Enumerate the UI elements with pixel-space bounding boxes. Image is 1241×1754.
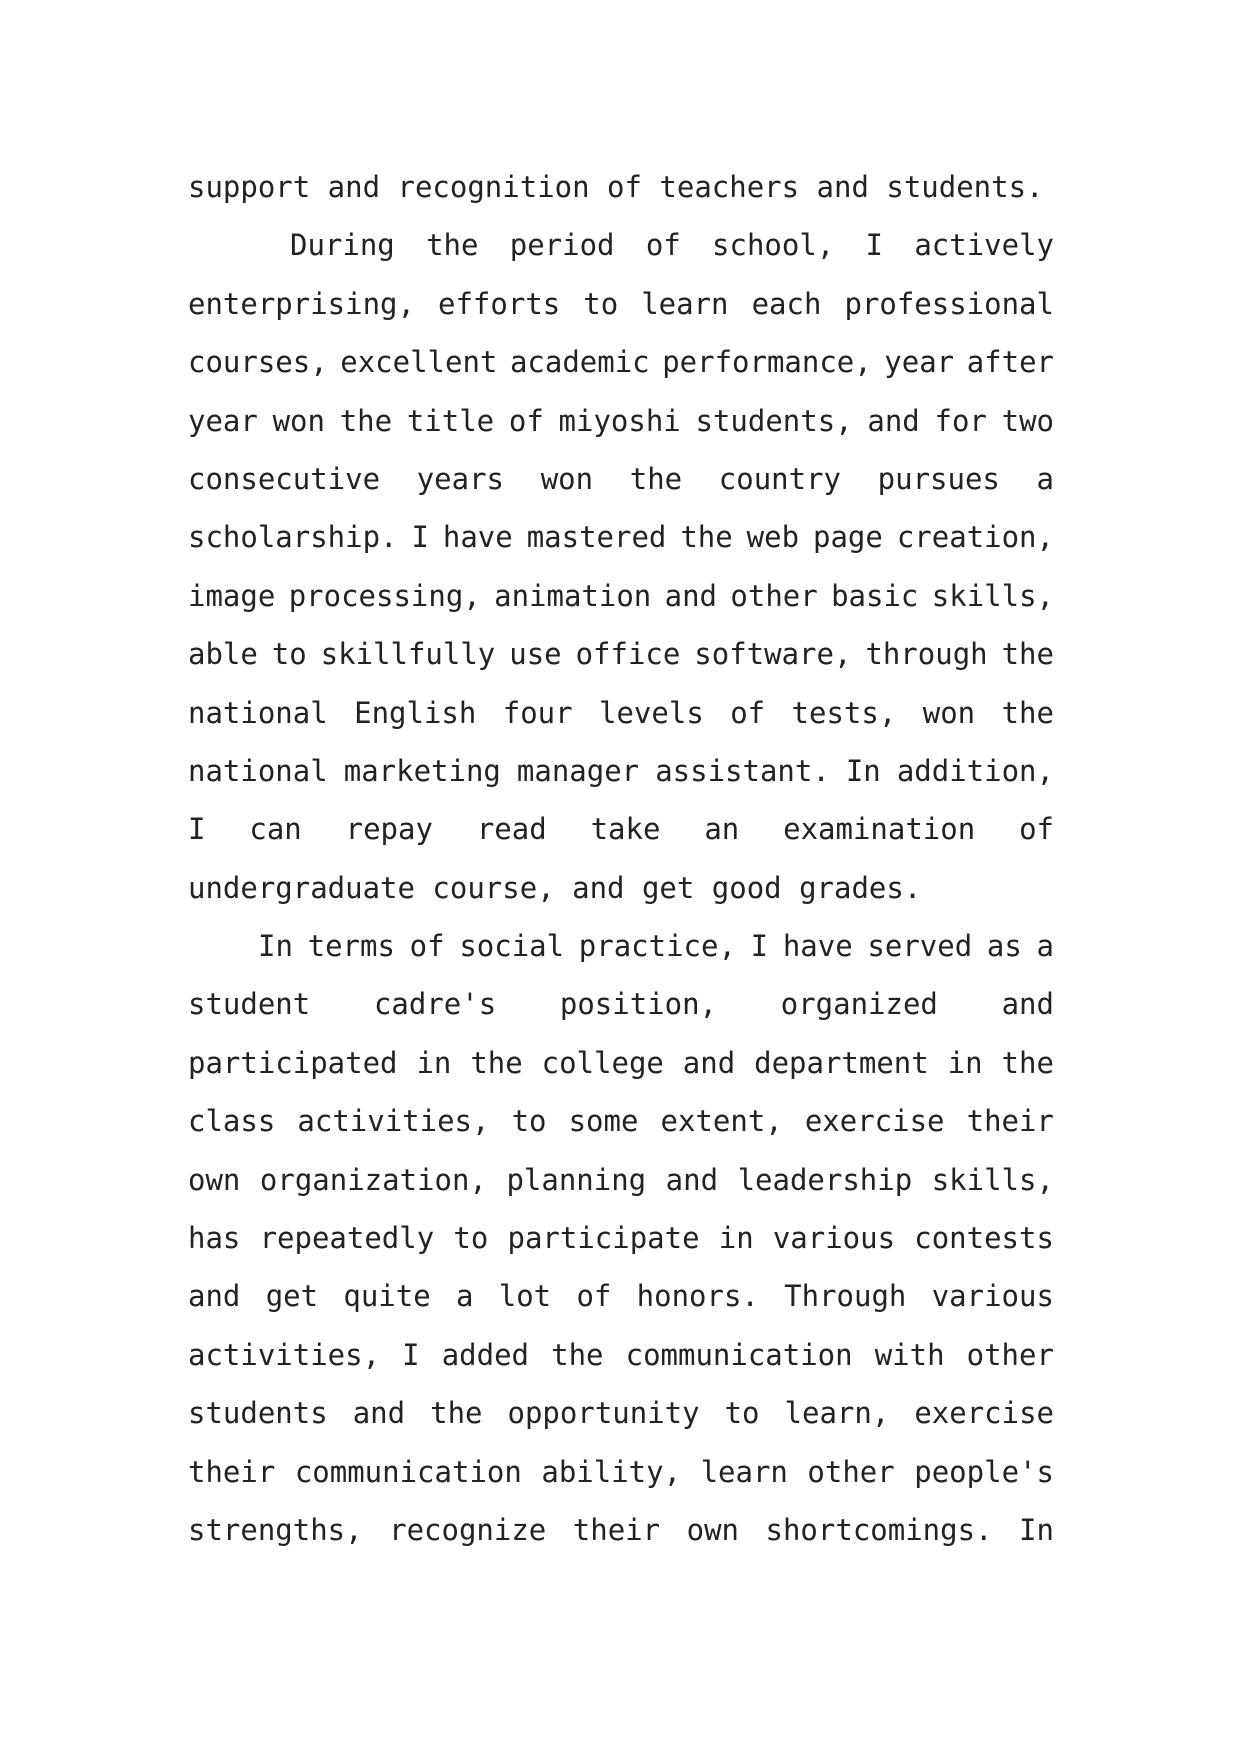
word: of <box>409 929 445 964</box>
word: to <box>271 637 307 672</box>
word: and <box>352 1396 406 1431</box>
word: and <box>664 578 718 613</box>
word: actively <box>914 228 1054 263</box>
word: for <box>934 403 987 438</box>
word: in <box>416 1045 452 1080</box>
word: student <box>188 987 311 1022</box>
word: English <box>354 695 477 730</box>
word: opportunity <box>507 1396 700 1431</box>
word: the <box>426 228 479 263</box>
word: recognize <box>389 1512 547 1547</box>
text-line <box>188 917 1054 975</box>
word: won <box>272 403 325 438</box>
word: excellent <box>340 345 498 380</box>
word: the <box>551 1337 604 1372</box>
word: I <box>865 228 884 263</box>
text-line <box>188 1209 1054 1267</box>
word: image <box>188 578 276 613</box>
word: organization, <box>259 1162 487 1197</box>
word: lot <box>498 1279 552 1314</box>
word: to <box>453 1221 489 1256</box>
word: through <box>865 637 988 672</box>
word: processing, <box>288 578 481 613</box>
word: of <box>730 695 766 730</box>
word: I <box>411 520 429 555</box>
word: period <box>509 228 615 263</box>
word: a <box>1036 461 1054 496</box>
word: read <box>476 812 547 847</box>
word: cadre's <box>373 987 497 1022</box>
word: class <box>188 1104 276 1139</box>
text-line <box>188 275 1054 333</box>
word: other <box>807 1454 895 1489</box>
word: examination <box>783 812 976 847</box>
word: take <box>590 812 661 847</box>
word: skills, <box>931 1162 1054 1197</box>
word: honors. <box>636 1279 759 1314</box>
word: repay <box>345 812 433 847</box>
word: In <box>258 929 293 964</box>
word: two <box>1001 403 1054 438</box>
word: and <box>188 1279 241 1314</box>
word: I <box>188 812 206 847</box>
word: of <box>1019 812 1054 847</box>
word: school, <box>712 228 835 263</box>
word: communication <box>625 1337 853 1372</box>
document-body <box>188 158 1054 1559</box>
word: exercise <box>804 1104 945 1139</box>
word: year <box>884 345 955 380</box>
word: performance, <box>662 345 872 380</box>
word: tests, <box>791 695 897 730</box>
word: people's <box>914 1454 1054 1489</box>
text-line: undergraduate course, and get good grades. <box>188 870 922 905</box>
word: have <box>442 520 513 555</box>
word: activities, <box>188 1337 381 1372</box>
word: has <box>188 1221 241 1256</box>
word: to <box>724 1396 760 1431</box>
text-line <box>188 975 1054 1033</box>
word: scholarship. <box>188 520 398 555</box>
word: with <box>874 1337 945 1372</box>
word: country <box>718 461 841 496</box>
word: office <box>575 637 681 672</box>
word: activities, <box>297 1104 490 1139</box>
word: the <box>1001 1045 1054 1080</box>
word: Through <box>784 1279 907 1314</box>
word: college <box>541 1045 664 1080</box>
word: use <box>509 637 562 672</box>
word: their <box>188 1454 276 1489</box>
text-line <box>188 1384 1054 1442</box>
word: the <box>680 520 733 555</box>
word: the <box>1001 695 1054 730</box>
word: the <box>339 403 393 438</box>
word: after <box>966 345 1054 380</box>
word: During <box>290 228 395 263</box>
word: planning <box>506 1162 647 1197</box>
word: four <box>502 695 573 730</box>
word: creation, <box>896 520 1054 555</box>
text-line <box>188 392 1054 450</box>
word: marketing <box>343 753 501 788</box>
word: enterprising, <box>188 286 415 321</box>
word: their <box>572 1512 661 1547</box>
word: miyoshi <box>558 403 681 438</box>
word: to <box>583 286 619 321</box>
word: learn <box>641 286 729 321</box>
word: In <box>845 753 881 788</box>
word: quite <box>343 1279 431 1314</box>
word: I <box>402 1337 420 1372</box>
text-line <box>188 1034 1054 1092</box>
text-line <box>188 742 1054 800</box>
word: mastered <box>526 520 667 555</box>
word: ability, <box>541 1454 682 1489</box>
text-line <box>188 1151 1054 1209</box>
word: title <box>406 403 495 438</box>
word: basic <box>831 578 919 613</box>
word: leadership <box>737 1162 913 1197</box>
word: extent, <box>660 1104 783 1139</box>
word: position, <box>559 987 718 1022</box>
word: skillfully <box>320 637 496 672</box>
text-line <box>188 1443 1054 1501</box>
word: communication <box>294 1454 522 1489</box>
text-line <box>188 567 1054 625</box>
text-line <box>188 450 1054 508</box>
word: a <box>455 1279 474 1314</box>
word: to <box>511 1104 547 1139</box>
text-line: support and recognition of teachers and students. <box>188 170 1044 204</box>
word: practice, <box>578 929 736 964</box>
word: years <box>416 461 505 496</box>
word: own <box>188 1162 241 1197</box>
word: consecutive <box>188 461 381 496</box>
word: year <box>188 403 258 438</box>
word: the <box>470 1045 523 1080</box>
word: animation <box>494 578 652 613</box>
word: each <box>751 286 822 321</box>
word: and <box>665 1162 719 1197</box>
word: won <box>922 695 976 730</box>
word: have <box>782 929 853 964</box>
word: and <box>682 1045 736 1080</box>
word: pursues <box>877 461 1000 496</box>
word: in <box>947 1045 983 1080</box>
word: as <box>986 929 1022 964</box>
word: and <box>1001 987 1054 1022</box>
text-line <box>188 1326 1054 1384</box>
word: department <box>754 1045 929 1080</box>
word: various <box>772 1221 896 1256</box>
word: social <box>459 929 565 964</box>
word: in <box>718 1221 754 1256</box>
word: levels <box>599 695 704 730</box>
text-line <box>188 216 1054 274</box>
word: addition, <box>896 753 1054 788</box>
word: skills, <box>931 578 1054 613</box>
word: students, <box>695 403 853 438</box>
text-line <box>188 684 1054 742</box>
word: students <box>188 1396 328 1431</box>
word: participate <box>507 1221 700 1256</box>
word: organized <box>780 987 938 1022</box>
word: of <box>576 1279 612 1314</box>
word: professional <box>844 286 1054 321</box>
word: other <box>730 578 818 613</box>
word: strengths, <box>188 1512 363 1547</box>
text-line <box>188 800 1054 858</box>
word: exercise <box>914 1396 1054 1431</box>
word: other <box>966 1337 1054 1372</box>
word: learn <box>700 1454 788 1489</box>
word: assistant. <box>655 753 830 788</box>
word: some <box>568 1104 639 1139</box>
word: a <box>1036 929 1054 964</box>
word: repeatedly <box>259 1221 435 1256</box>
word: academic <box>509 345 650 380</box>
text-line <box>188 1501 1054 1559</box>
word: won <box>540 461 594 496</box>
word: own <box>686 1512 739 1547</box>
word: page <box>813 520 883 555</box>
word: get <box>265 1279 319 1314</box>
text-line <box>188 1267 1054 1325</box>
word: software, <box>694 637 852 672</box>
text-line <box>188 625 1054 683</box>
word: the <box>430 1396 483 1431</box>
word: of <box>645 228 681 263</box>
word: national <box>188 753 328 788</box>
word: the <box>629 461 683 496</box>
word: terms <box>307 929 395 964</box>
word: I <box>750 929 769 964</box>
word: and <box>867 403 920 438</box>
word: shortcomings. <box>765 1512 993 1547</box>
text-line <box>188 1092 1054 1150</box>
word: courses, <box>188 345 328 380</box>
word: added <box>441 1337 530 1372</box>
word: web <box>746 520 800 555</box>
word: manager <box>516 753 640 788</box>
word: efforts <box>438 286 561 321</box>
word: of <box>508 403 544 438</box>
word: contests <box>914 1221 1054 1256</box>
word: the <box>1001 637 1054 672</box>
word: In <box>1019 1512 1054 1547</box>
word: participated <box>188 1045 398 1080</box>
text-line <box>188 508 1054 566</box>
word: served <box>867 929 973 964</box>
text-line <box>188 333 1054 391</box>
word: learn, <box>784 1396 890 1431</box>
word: able <box>188 637 258 672</box>
word: can <box>249 812 302 847</box>
word: national <box>188 695 328 730</box>
word: various <box>931 1279 1054 1314</box>
word: their <box>966 1104 1054 1139</box>
word: an <box>704 812 740 847</box>
